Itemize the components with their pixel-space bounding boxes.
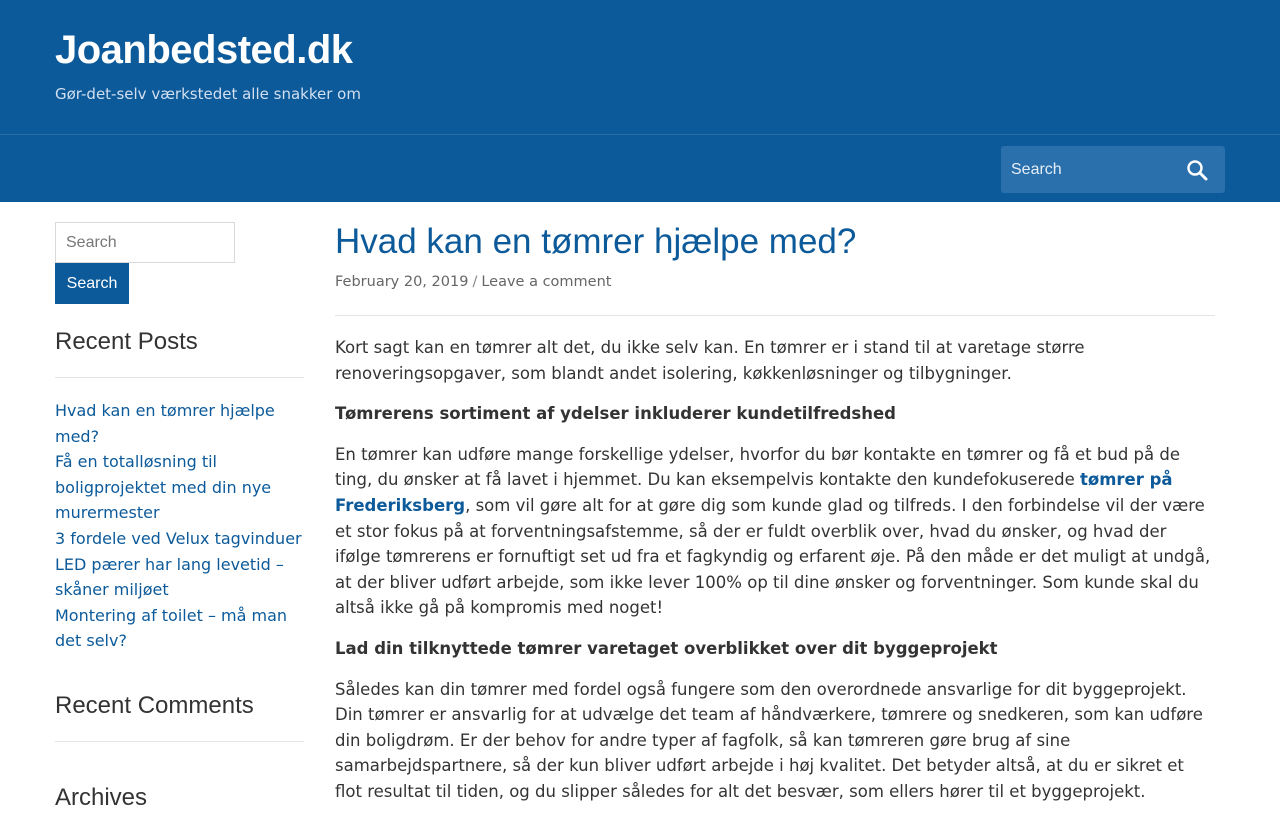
subheading: Tømrerens sortiment af ydelser inkluderer kundetilfredshed xyxy=(335,404,896,424)
recent-posts-list xyxy=(55,398,304,654)
site-header xyxy=(0,0,1280,134)
site-title-link[interactable]: Joanbedsted.dk xyxy=(55,28,353,72)
widget-divider xyxy=(55,377,304,378)
frederiksberg-link[interactable]: tømrer på Frederiksberg xyxy=(335,470,1173,515)
recent-post-link[interactable]: Få en totalløsning til boligprojektet med din nye murermester xyxy=(55,452,272,523)
list-item xyxy=(55,449,304,526)
site-tagline: Gør-det-selv værkstedet alle snakker om xyxy=(55,85,361,103)
search-icon[interactable] xyxy=(1185,158,1209,182)
recent-post-link[interactable]: Hvad kan en tømrer hjælpe med? xyxy=(55,401,275,446)
header-search-input[interactable] xyxy=(1001,146,1181,193)
paragraph-text: , som vil gøre alt for at gøre dig som kunde glad og tilfreds. I den forbindelse vil der være et stor fokus på at forventningsafstemme, så der er fuldt overblik over, hvad du ønsker, og hvad der ifølge tømrerens er fornuftigt set ud fra et fagkyndig og erfarent øje. På den måde er det muligt at undgå, at der bliver udført arbejde, som ikke lever 100% op til dine ønsker og forventninger. Som kunde skal du altså ikke gå på kompromis med noget! xyxy=(335,495,1211,618)
content-divider xyxy=(335,315,1215,316)
header-search-form xyxy=(1001,146,1225,193)
article-body xyxy=(335,335,1215,820)
sidebar-search-input[interactable] xyxy=(55,222,235,263)
recent-post-link[interactable]: Montering af toilet – må man det selv? xyxy=(55,605,288,651)
sidebar-search-button[interactable]: Search xyxy=(55,263,129,304)
list-item xyxy=(55,603,304,654)
list-item xyxy=(55,552,304,603)
nav-bar xyxy=(0,134,1280,202)
recent-post-link[interactable]: 3 fordele ved Velux tagvinduer xyxy=(55,528,302,548)
subheading: Lad din tilknyttede tømrer varetaget overblikket over dit byggeprojekt xyxy=(335,638,998,658)
paragraph: Således kan din tømrer med fordel også fungere som den overordnede ansvarlige for dit byggeprojekt. Din tømrer er ansvarlig for at udvælge det team af håndværkere, tømrere og snedkeren, som kan udføre din boligdrøm. Er der behov for andre typer af fagfolk, så kan tømreren gøre brug af sine samarbejdspartnere, så der kun bliver udført arbejde i høj kvalitet. Det betyder altså, at du er sikret et flot resultat til tiden, og du slipper således for alt det besvær, som ellers hører til et byggeprojekt. xyxy=(335,679,1203,801)
list-item xyxy=(55,526,304,552)
entry-meta xyxy=(335,274,611,290)
leave-comment-link[interactable]: Leave a comment xyxy=(481,274,612,290)
paragraph xyxy=(335,442,1215,621)
paragraph-text: En tømrer kan udføre mange forskellige ydelser, hvorfor du bør kontakte en tømrer og få et bud på de ting, du ønsker at få lavet i hjemmet. Du kan eksempelvis kontakte den kundefokuserede xyxy=(335,444,1180,490)
recent-posts-title: Recent Posts xyxy=(55,328,198,355)
archives-title: Archives xyxy=(55,784,148,811)
recent-comments-title: Recent Comments xyxy=(55,692,254,719)
widget-divider xyxy=(55,741,304,742)
meta-separator: / xyxy=(472,274,478,290)
post-date-link[interactable]: February 20, 2019 xyxy=(335,274,469,290)
recent-post-link[interactable]: LED pærer har lang levetid – skåner miljøet xyxy=(55,554,284,600)
list-item xyxy=(55,398,304,449)
page-title: Hvad kan en tømrer hjælpe med? xyxy=(335,222,857,261)
paragraph: Kort sagt kan en tømrer alt det, du ikke selv kan. En tømrer er i stand til at varetage større renoveringsopgaver, som blandt andet isolering, køkkenløsninger og tilbygninger. xyxy=(335,338,1085,383)
